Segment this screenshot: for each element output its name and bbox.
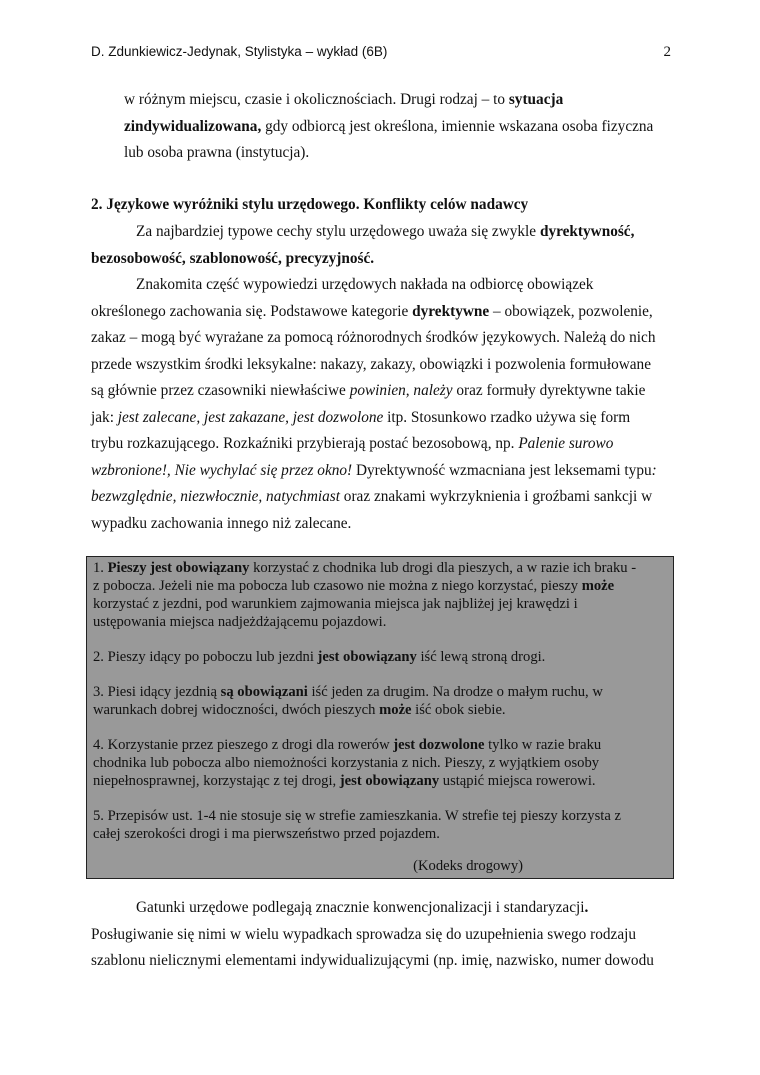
text-run: tylko w razie braku — [484, 737, 602, 753]
text-line: Posługiwanie się nimi w wielu wypadkach sprowadza się do uzupełnienia swego rodzaju — [91, 925, 637, 943]
bold-term: Pieszy jest obowiązany — [107, 560, 250, 576]
text-run: – obowiązek, pozwolenie, — [489, 302, 653, 320]
text-run: oraz znakami wykrzyknienia i groźbami sankcji w — [339, 488, 653, 505]
bold-term: są obowiązani — [220, 684, 308, 700]
text-run: trybu rozkazującego. Rozkaźniki przybierają postać bezosobową, np. — [91, 435, 519, 452]
text-run: 1. — [93, 560, 108, 576]
text-line: 5. Przepisów ust. 1-4 nie stosuje się w strefie zamieszkania. W strefie tej pieszy korzysta z — [93, 808, 621, 824]
text-line — [91, 219, 671, 246]
quote-source: (Kodeks drogowy) — [413, 858, 523, 874]
list-item — [93, 736, 667, 790]
page-number: 2 — [663, 44, 671, 60]
paragraph-2 — [91, 219, 671, 537]
text-run: iść lewą stroną drogi. — [416, 649, 546, 665]
text-run: Dyrektywność wzmacniana jest leksemami typu — [352, 461, 652, 479]
text-line — [91, 484, 671, 511]
text-run: są głównie przez czasowniki niewłaściwe — [91, 382, 350, 399]
text-run: z pobocza. Jeżeli nie ma pobocza lub czasowo nie można z niego korzystać, pieszy — [93, 578, 582, 594]
text-run: itp. Stosunkowo rzadko używa się form — [383, 408, 631, 426]
italic-term: : — [651, 461, 657, 479]
bold-term: może — [379, 702, 412, 718]
text-run: 2. Pieszy idący po poboczu lub jezdni — [93, 649, 318, 665]
italic-term: powinien, należy — [349, 382, 453, 399]
list-item — [93, 648, 667, 666]
text-run: 4. Korzystanie przez pieszego z drogi dla rowerów — [93, 737, 394, 753]
text-line — [91, 458, 671, 485]
text-line — [91, 299, 671, 326]
text-run: Gatunki urzędowe podlegają znacznie konwencjonalizacji i standaryzacji — [136, 899, 585, 916]
quote-box — [86, 556, 674, 879]
text-run: w różnym miejscu, czasie i okolicznościach. Drugi rodzaj – to — [124, 91, 509, 108]
text-line: wypadku zachowania innego niż zalecane. — [91, 514, 352, 532]
bold-term: może — [581, 578, 615, 594]
text-run: 3. Piesi idący jezdnią — [93, 684, 221, 700]
bold-term: jest dozwolone — [393, 737, 485, 753]
text-run: iść obok siebie. — [411, 702, 506, 718]
italic-term: jest zalecane, jest zakazane, jest dozwolone — [117, 408, 384, 426]
text-line: szablonu nielicznymi elementami indywidualizującymi (np. imię, nazwisko, numer dowodu — [91, 952, 654, 969]
bold-term: . — [584, 899, 589, 916]
text-line: chodnika lub pobocza albo niemożności korzystania z nich. Pieszy, z wyjątkiem osoby — [93, 755, 600, 771]
text-line — [91, 405, 671, 432]
text-line — [124, 114, 660, 141]
list-item — [93, 559, 667, 631]
text-line: lub osoba prawna (instytucja). — [124, 144, 310, 161]
text-line — [93, 736, 667, 754]
text-line — [124, 87, 660, 114]
bold-term: dyrektywność, — [539, 223, 635, 240]
text-line: zakaz – mogą być wyrażane za pomocą różnorodnych środków językowych. Należą do nich — [91, 329, 656, 346]
text-line — [93, 683, 667, 701]
text-line: ustępowania miejsca nadjeżdżającemu pojazdowi. — [93, 614, 387, 630]
text-line — [93, 577, 667, 595]
text-line — [93, 701, 667, 719]
header-title: D. Zdunkiewicz-Jedynak, Stylistyka – wykład (6B) — [91, 44, 388, 59]
text-line — [91, 378, 671, 405]
list-item — [93, 807, 667, 843]
text-line: przede wszystkim środki leksykalne: nakazy, zakazy, obowiązki i pozwolenia formułowane — [91, 355, 651, 373]
text-run: gdy odbiorcą jest określona, imiennie wskazana osoba fizyczna — [261, 117, 654, 135]
italic-term: wzbronione!, Nie wychylać się przez okno! — [91, 461, 353, 479]
text-line — [93, 648, 667, 666]
italic-term: Palenie surowo — [518, 435, 614, 452]
text-line — [91, 431, 671, 458]
bold-term: sytuacja — [508, 91, 564, 108]
list-item — [93, 683, 667, 719]
text-run: iść jeden za drugim. Na drodze o małym ruchu, w — [307, 684, 603, 700]
text-line: całej szerokości drogi i ma pierwszeństwo przed pojazdem. — [93, 826, 440, 842]
bold-term: jest obowiązany — [317, 649, 417, 665]
text-line: Znakomita część wypowiedzi urzędowych nakłada na odbiorcę obowiązek — [136, 276, 594, 293]
text-run: niepełnosprawnej, korzystając z tej drogi, — [93, 773, 340, 789]
text-run: jak: — [91, 408, 118, 426]
text-line — [91, 246, 671, 273]
text-line — [91, 895, 671, 922]
paragraph-3 — [91, 895, 671, 975]
text-run: korzystać z chodnika lub drogi dla pieszych, a w razie ich braku - — [249, 560, 637, 576]
text-run: oraz formuły dyrektywne takie — [452, 382, 646, 399]
bold-term: jest obowiązany — [339, 773, 440, 789]
bold-term: zindywidualizowana, — [124, 117, 262, 135]
text-line — [93, 559, 667, 577]
paragraph-1 — [124, 87, 660, 167]
bold-term: dyrektywne — [412, 302, 490, 320]
text-run: ustąpić miejsca rowerowi. — [439, 773, 596, 789]
text-line: korzystać z jezdni, pod warunkiem zajmowania miejsca jak najbliżej jej krawędzi i — [93, 596, 578, 612]
page-header — [91, 44, 671, 59]
text-run: Za najbardziej typowe cechy stylu urzędowego uważa się zwykle — [136, 223, 540, 240]
italic-term: bezwzględnie, niezwłocznie, natychmiast — [91, 488, 340, 505]
text-run: warunkach dobrej widoczności, dwóch pieszych — [93, 702, 380, 718]
bold-term: bezosobowość, szablonowość, precyzyjność. — [91, 249, 375, 267]
text-line — [93, 772, 667, 790]
text-run: określonego zachowania się. Podstawowe kategorie — [91, 302, 413, 320]
section-heading: 2. Językowe wyróżniki stylu urzędowego. Konflikty celów nadawcy — [91, 196, 529, 213]
